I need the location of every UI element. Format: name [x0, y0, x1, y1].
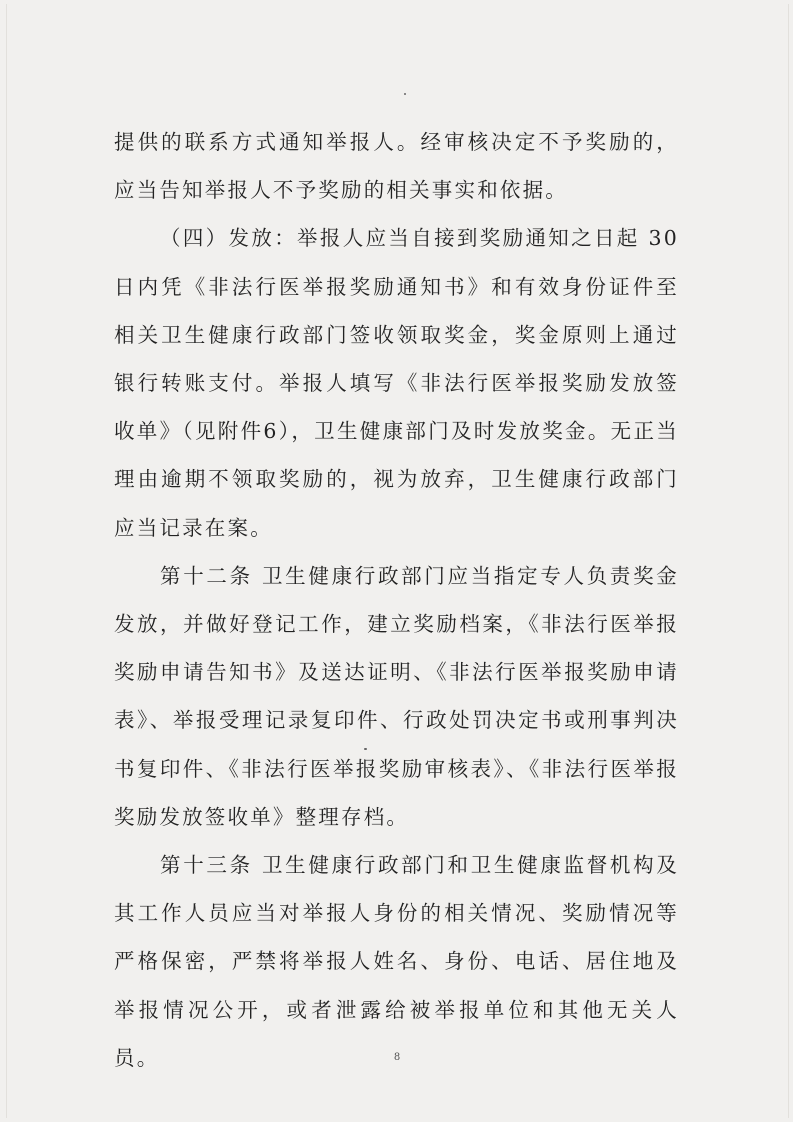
scan-speck — [404, 93, 406, 95]
paragraph-article-12: 第十二条 卫生健康行政部门应当指定专人负责奖金发放，并做好登记工作，建立奖励档案，《非法行医举报奖励申请告知书》及送达证明、《非法行医举报奖励申请表》、举报受理记录复印件、行政处罚决定书或刑事判决书复印件、《非法行医举报奖励审核表》、《非法行医举报奖励发放签收单》整理存档。 — [114, 563, 679, 829]
document-body — [114, 118, 679, 1082]
paragraph-notification-continued: 提供的联系方式通知举报人。经审核决定不予奖励的，应当告知举报人不予奖励的相关事实和依据。 — [114, 130, 679, 203]
paragraph-distribution: （四）发放：举报人应当自接到奖励通知之日起 30 日内凭《非法行医举报奖励通知书》和有效身份证件至相关卫生健康行政部门签收领取奖金，奖金原则上通过银行转账支付。举报人填写《非法行医举报奖励发放签收单》（见附件6），卫生健康部门及时发放奖金。无正当理由逾期不领取奖励的，视为放弃，卫生健康行政部门应当记录在案。 — [114, 226, 679, 540]
paragraph-article-13: 第十三条 卫生健康行政部门和卫生健康监督机构及其工作人员应当对举报人身份的相关情况、奖励情况等严格保密，严禁将举报人姓名、身份、电话、居住地及举报情况公开，或者泄露给被举报单位和其他无关人员。 — [114, 853, 679, 1070]
page-number: 8 — [393, 1052, 401, 1063]
